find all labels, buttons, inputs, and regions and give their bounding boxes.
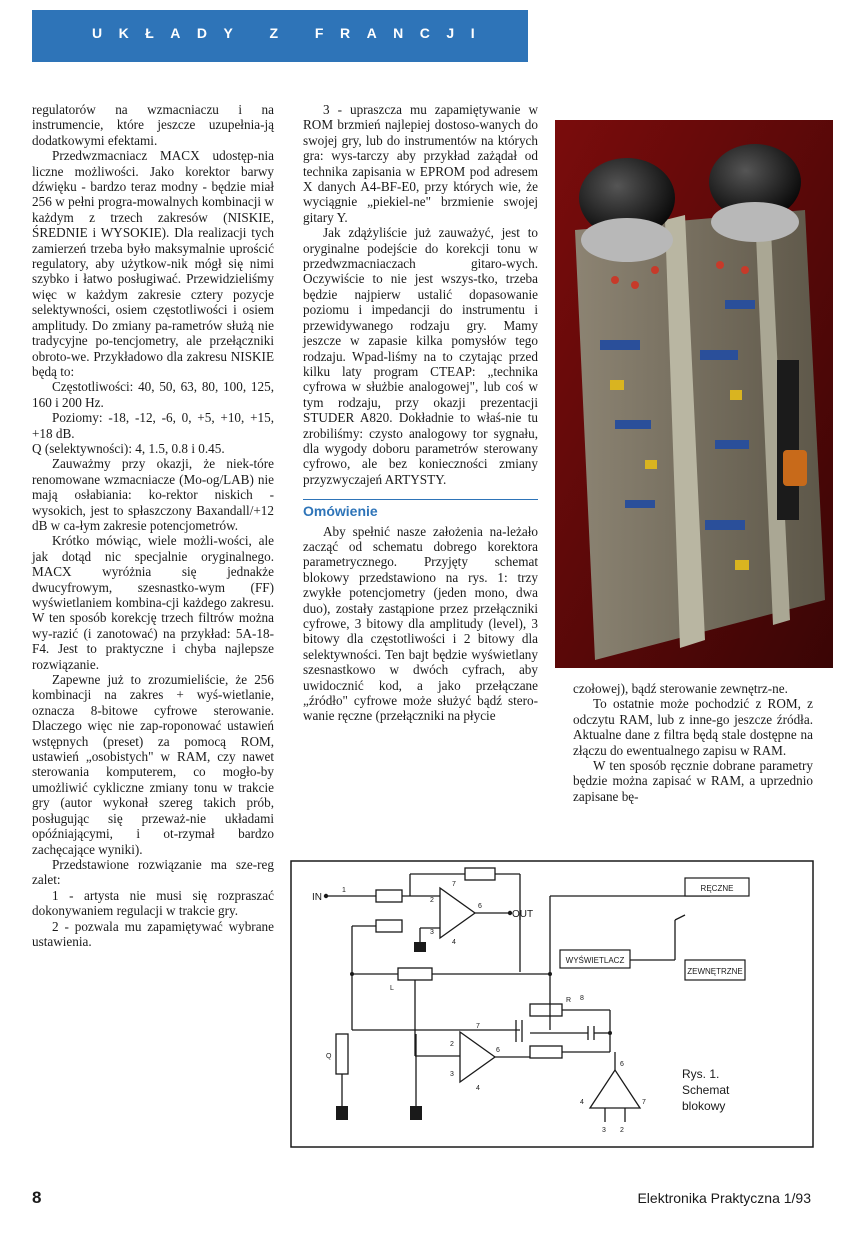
column-2: [303, 102, 538, 724]
pin-label: 6: [496, 1047, 500, 1054]
paragraph: Aby spełnić nasze założenia na-leżało zacząć od schematu dobrego korektora parametrycznego. Przyjęty schemat blokowy przedstawiono na rys. 1: trzy zwykłe potencjometry (jeden mono, dwa duo), zostały zastąpione przez przełączniki cyfrowe, 3 bitowy dla amplitudy (level), 3 bitowy dla częstotliwości i 2 bitowy dla selektywności. Ten bajt będzie wyświetlany szesnastkowo w dwóch cyfrach, aby uwidocznić kod, a jako przełączane „źródło" cyfrowe może służyć bądź stero-wanie ręczne (przełączniki na płycie: [303, 523, 538, 724]
pin-label: 4: [452, 939, 456, 946]
box-reczne: RĘCZNE: [700, 884, 734, 893]
out-label: OUT: [512, 909, 534, 920]
pin-label: 7: [476, 1023, 480, 1030]
pin-label: 7: [642, 1099, 646, 1106]
pin-label: 7: [452, 881, 456, 888]
pin-label: 6: [478, 903, 482, 910]
header-bar: [32, 10, 528, 62]
box-zewnetrzne: ZEWNĘTRZNE: [687, 967, 743, 976]
caption-line: Rys. 1.: [682, 1067, 720, 1081]
paragraph: W ten sposób ręcznie dobrane parametry będzie można zapisać w RAM, a uprzednio zapisane bę-: [573, 758, 813, 804]
header-title: UKŁADY Z FRANCJI: [92, 25, 492, 41]
pin-label: 4: [476, 1085, 480, 1092]
caption-line: blokowy: [682, 1099, 726, 1113]
column-1: [32, 102, 274, 949]
pin-label: 3: [602, 1127, 606, 1134]
page-number: 8: [32, 1188, 42, 1207]
pcb-photo: [555, 120, 833, 668]
caption-line: Schemat: [682, 1083, 730, 1097]
paragraph: Krótko mówiąc, wiele możli-wości, ale jak dotąd nic specjalnie oryginalnego. MACX wyróżnia się jednakże dwucyfrowym, szesnastko-wym (FF) wyświetlaniem kombina-cji każdego zakresu. W ten sposób korekcję trzech filtrów można wy-razić (i zanotować) na przykład: 5A-18-F4. Jest to praktyczne i chyba najlepsze rozwiązanie.: [32, 533, 274, 672]
paragraph: 1 - artysta nie musi się rozpraszać dokonywaniem regulacji w trakcie gry.: [32, 887, 274, 919]
paragraph: 3 - upraszcza mu zapamiętywanie w ROM brzmień najlepiej dostoso-wanych do swojej gry, lub do instrumentów na których gra: wys-tarczy aby przykład zażądał od technika zapisania w EPROM pod adresem X danych A4-BF-E0, przy których wie, że wyciągnie „piekiel-ne" brzmienie swojej gitary Y.: [303, 102, 538, 225]
paragraph: Przedstawione rozwiązanie ma sze-reg zalet:: [32, 856, 274, 888]
pin-label: 6: [620, 1061, 624, 1068]
section-heading: Omówienie: [303, 499, 538, 519]
pin-label: 2: [430, 897, 434, 904]
pin-label: 8: [580, 995, 584, 1002]
res-label: Q: [326, 1053, 332, 1060]
paragraph: 2 - pozwala mu zapamiętywać wybrane ustawienia.: [32, 918, 274, 949]
paragraph: Zauważmy przy okazji, że niek-tóre renomowane wzmacniacze (Mo-og/LAB) nie mają osłabiania: ko-rektor niskich - wysokich, jest to spłaszczony Baxandall/+12 dB w ca-łym zakresie potencjometrów.: [32, 456, 274, 533]
paragraph: Q (selektywności): 4, 1.5, 0.8 i 0.45.: [32, 440, 225, 456]
block-diagram: [290, 860, 814, 1148]
res-label: L: [390, 985, 394, 992]
paragraph: regulatorów na wzmacniaczu i na instrumencie, które jeszcze uzupełnia-ją dodatkowymi efektami.: [32, 102, 274, 148]
pin-label: 3: [450, 1071, 454, 1078]
in-label: IN: [312, 892, 322, 903]
pin-label: 3: [430, 929, 434, 936]
paragraph: Jak zdążyliście już zauważyć, jest to oryginalne podejście do korekcji tonu w przedwzmacniaczach gitaro-wych. Oczywiście to nie jest wszys-tko, trzeba będzie najpierw ustalić dopasowanie poziomu i impedancji do instrumentu i przewidywanego rodzaju gry. Mamy jeszcze w zapasie kilka pomysłów tego rodzaju. Wpad-liśmy na to czytając przed kilku laty program CTEAP: „technika cyfrowa w służbie analogowej", lub coś w tym rodzaju, przy okazji prezentacji STUDER A820. Dokładnie to właś-nie tu zrobiliśmy: czysto analogowy tor sygnału, dla wygody doboru parametrów sterowany cyfrowo, ale bez konieczności zmiany przyzwyczajeń ARTYSTY.: [303, 225, 538, 487]
pin-label: 2: [450, 1041, 454, 1048]
column-3: [573, 681, 813, 804]
pin-label: 1: [342, 887, 346, 894]
pin-label: 2: [620, 1127, 624, 1134]
paragraph: Zapewne już to zrozumieliście, że 256 kombinacji na zakres + wyś-wietlanie, oznacza 8-bitowe cyfrowe sterowanie. Dlaczego więc nie zap-roponować ustawień wstępnych (preset) za pomocą ROM, ustawień „osobistych" w RAM, czy nawet sterowania komputerem, co mogło-by umożliwić cykliczne zmiany tonu w trakcie gry (autor wykonał szereg takich prób, posługując się przeważ-nie układami opóźniającymi, i ot-rzymał bardzo zachęcające wyniki).: [32, 672, 274, 857]
magazine-name: Elektronika Praktyczna 1/93: [637, 1190, 811, 1206]
pin-label: 4: [580, 1099, 584, 1106]
paragraph: To ostatnie może pochodzić z ROM, z odczytu RAM, lub z inne-go jeszcze źródła. Aktualne dane z filtra będą stale dostępne na złączu do ewentualnego zapisu w RAM.: [573, 696, 813, 758]
paragraph: czołowej), bądź sterowanie zewnętrz-ne.: [573, 681, 788, 696]
paragraph: Przedwzmacniacz MACX udostęp-nia liczne możliwości. Jako korektor barwy dźwięku - bardzo teraz modny - będzie miał 256 w pełni progra-mowalnych kombinacji w każdym z trzech zakresów (NISKIE, ŚREDNIE i WYSOKIE). Dla realizacji tych zamierzeń trzeba było maksymalnie uprościć regulatory, aby użytkow-nik mógł się nimi szybko i łatwo posługiwać. Przewidzieliśmy więc w każdym zakresie cztery pozycje selektywności, osiem częstotliwości i osiem amplitudy. Do zmiany pa-rametrów służą nie tradycyjne po-tencjometry, ale przełączniki obroto-we. Przykładowo dla zakresu NISKIE będą to:: [32, 148, 274, 379]
box-wyswietlacz: WYŚWIETLACZ: [565, 956, 625, 965]
paragraph: Częstotliwości: 40, 50, 63, 80, 100, 125, 160 i 200 Hz.: [32, 379, 274, 410]
res-label: R: [566, 997, 572, 1004]
paragraph: Poziomy: -18, -12, -6, 0, +5, +10, +15, +18 dB.: [32, 410, 274, 441]
